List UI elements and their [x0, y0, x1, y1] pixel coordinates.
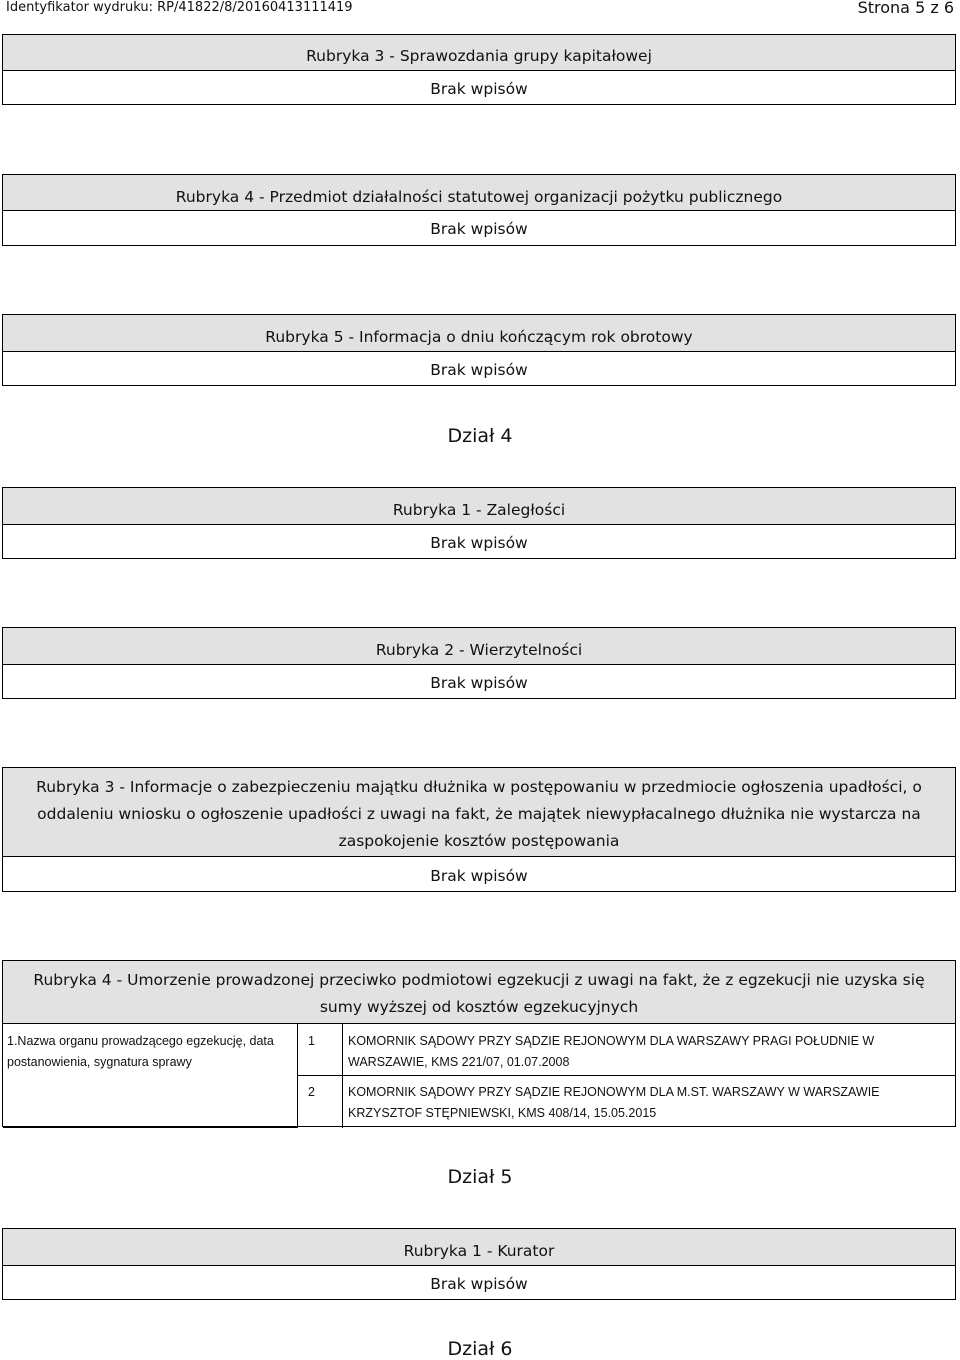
- rubryka-title: Rubryka 2 - Wierzytelności: [3, 628, 955, 665]
- rubryka-3-zabezpieczenie-majatku: [2, 767, 956, 892]
- rubryka-body: Brak wpisów: [430, 220, 528, 238]
- rubryka-title: Rubryka 1 - Kurator: [3, 1229, 955, 1266]
- rubryka-1-kurator: [2, 1228, 956, 1300]
- field-label: 1.Nazwa organu prowadzącego egzekucję, data postanowienia, sygnatura sprawy: [3, 1024, 298, 1128]
- dzial-6-heading: Dział 6: [447, 1338, 513, 1360]
- rubryka-body: Brak wpisów: [430, 361, 528, 379]
- rubryka-title: Rubryka 1 - Zaległości: [3, 488, 955, 525]
- page-number: Strona 5 z 6: [857, 0, 954, 17]
- rubryka-body: Brak wpisów: [430, 534, 528, 552]
- entry-number: 1: [298, 1024, 343, 1076]
- dzial-5-heading: Dział 5: [447, 1166, 513, 1188]
- rubryka-4-przedmiot-dzialalnosci: [2, 174, 956, 246]
- rubryka-2-wierzytelnosci: [2, 627, 956, 699]
- rubryka-title: Rubryka 5 - Informacja o dniu kończącym rok obrotowy: [3, 315, 955, 352]
- rubryka-body: Brak wpisów: [430, 674, 528, 692]
- rubryka-title: Rubryka 3 - Sprawozdania grupy kapitałowej: [3, 35, 955, 71]
- rubryka-body: Brak wpisów: [430, 80, 528, 98]
- umorzenie-table: [3, 1024, 955, 1128]
- print-identifier: Identyfikator wydruku: RP/41822/8/20160413111419: [6, 0, 353, 15]
- entry-text: KOMORNIK SĄDOWY PRZY SĄDZIE REJONOWYM DLA WARSZAWY PRAGI POŁUDNIE W WARSZAWIE, KMS 221/07, 01.07.2008: [343, 1024, 956, 1076]
- rubryka-5-informacja-o-dniu: [2, 314, 956, 386]
- rubryka-title: Rubryka 4 - Przedmiot działalności statutowej organizacji pożytku publicznego: [3, 175, 955, 211]
- rubryka-body: Brak wpisów: [430, 867, 528, 885]
- entry-text: KOMORNIK SĄDOWY PRZY SĄDZIE REJONOWYM DLA M.ST. WARSZAWY W WARSZAWIE KRZYSZTOF STĘPNIEWSKI, KMS 408/14, 15.05.2015: [343, 1076, 956, 1128]
- rubryka-1-zaleglosci: [2, 487, 956, 559]
- rubryka-title: Rubryka 3 - Informacje o zabezpieczeniu majątku dłużnika w postępowaniu w przedmiocie ogłoszenia upadłości, o oddaleniu wniosku o ogłoszenie upadłości z uwagi na fakt, że majątek niewypłacalnego dłużnika nie wystarcza na zaspokojenie kosztów postępowania: [3, 768, 955, 857]
- rubryka-4-umorzenie-egzekucji: [2, 960, 956, 1127]
- rubryka-title: Rubryka 4 - Umorzenie prowadzonej przeciwko podmiotowi egzekucji z uwagi na fakt, że z egzekucji nie uzyska się sumy wyższej od kosztów egzekucyjnych: [3, 961, 955, 1024]
- table-row: [3, 1024, 955, 1076]
- entry-number: 2: [298, 1076, 343, 1128]
- dzial-4-heading: Dział 4: [447, 425, 513, 447]
- rubryka-body: Brak wpisów: [430, 1275, 528, 1293]
- rubryka-3-sprawozdania: [2, 34, 956, 105]
